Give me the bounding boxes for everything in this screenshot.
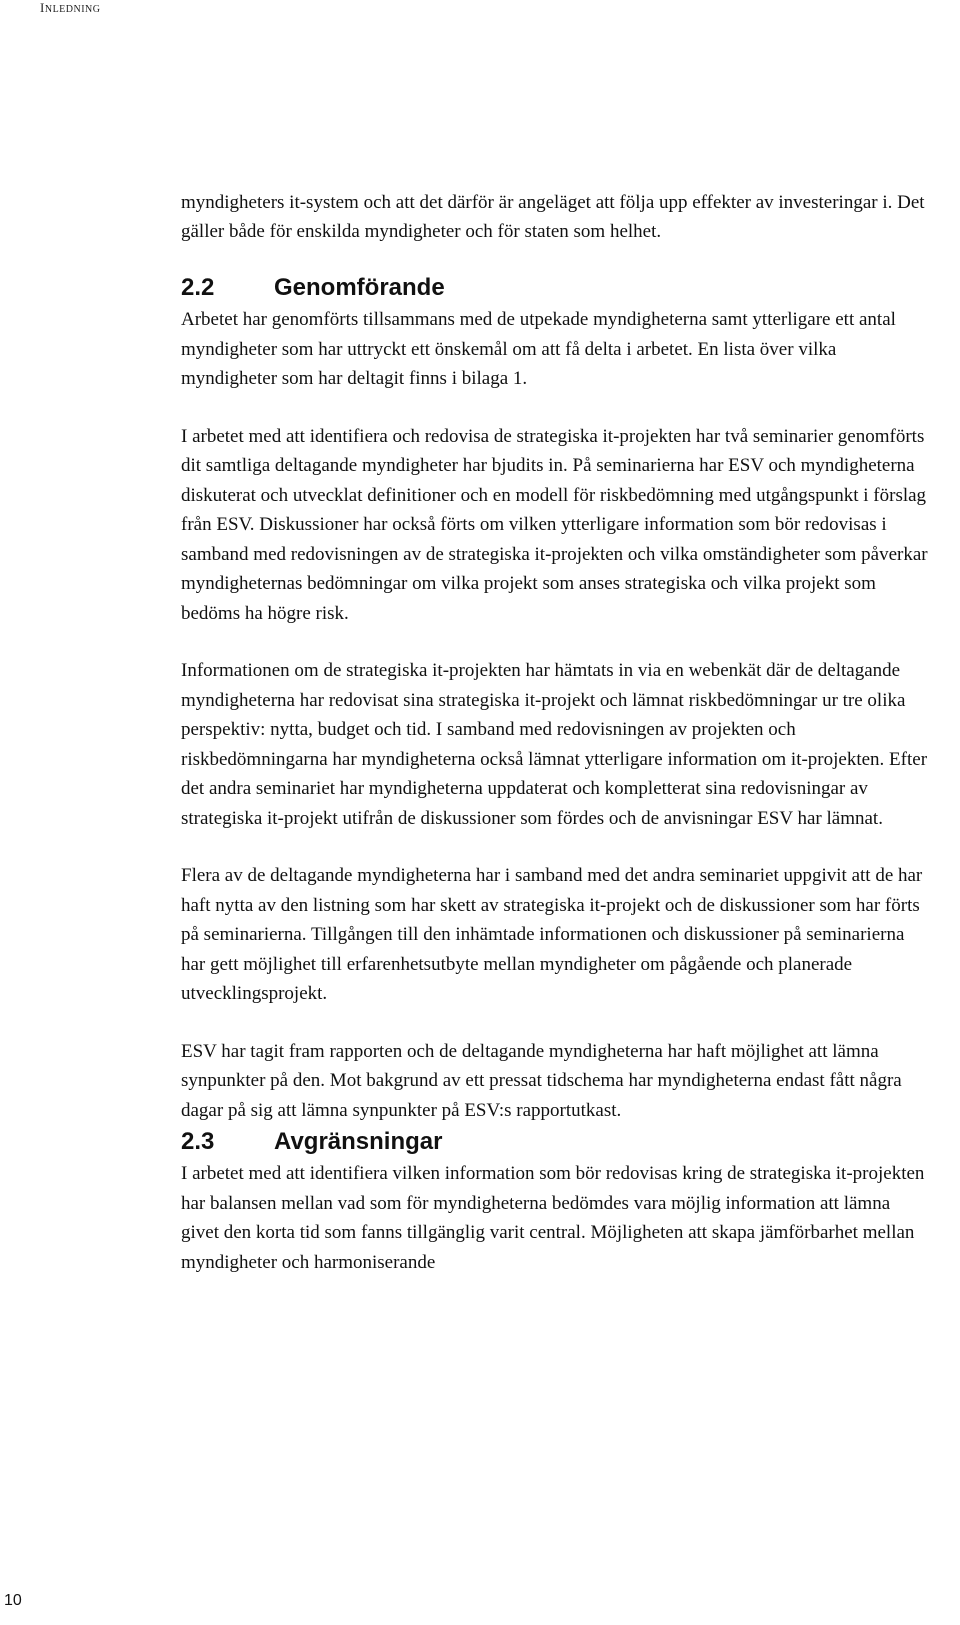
section-heading-2-3 (181, 1125, 931, 1159)
section-title: Genomförande (274, 274, 445, 301)
section-number: 2.2 (181, 274, 215, 301)
running-head (40, 0, 101, 16)
body-paragraph: I arbetet med att identifiera och redovisa de strategiska it-projekten har två seminarier genomförts dit samtliga deltagande myndigheter har bjudits in. På seminarierna har ESV och myndigheterna diskuterat och utvecklat definitioner och en modell för riskbedömning med utgångspunkt i förslag från ESV. Diskussioner har också förts om vilken ytterligare information som bör redovisas i samband med redovisningen av de strategiska it-projekten och vilka omständigheter som påverkar myndigheternas bedömningar om vilka projekt som anses strategiska och vilka projekt som bedöms ha högre risk. (181, 425, 928, 624)
body-paragraph: ESV har tagit fram rapporten och de deltagande myndigheterna har haft möjlighet att lämna synpunkter på den. Mot bakgrund av ett pressat tidschema har myndigheterna endast fått några dagar på sig att lämna synpunkter på ESV:s rapportutkast. (181, 1040, 902, 1121)
running-head-rest: NLEDNING (44, 4, 101, 15)
page-number: 10 (4, 1592, 22, 1609)
body-paragraph: Flera av de deltagande myndigheterna har i samband med det andra seminariet uppgivit att de har haft nytta av den listning som har skett av strategiska it-projekt och de diskussioner som har förts på seminarierna. Tillgången till den inhämtade informationen och diskussioner på seminarierna har gett möjlighet till erfarenhetsutbyte mellan myndigheter om pågående och planerade utvecklingsprojekt. (181, 865, 923, 1004)
body-paragraph: Informationen om de strategiska it-projekten har hämtats in via en webenkät där de deltagande myndigheterna har redovisat sina strategiska it-projekt och lämnat riskbedömningar ur tre olika perspektiv: nytta, budget och tid. I samband med redovisningen av projekten och riskbedömningarna har myndigheterna också lämnat ytterligare information om it-projekten. Efter det andra seminariet har myndigheterna uppdaterat och kompletterat sina redovisningar av strategiska it-projekt utifrån de diskussioner som fördes och de anvisningar ESV har lämnat. (181, 660, 928, 829)
section-title: Avgränsningar (274, 1128, 443, 1155)
section-number: 2.3 (181, 1128, 215, 1155)
body-paragraph: I arbetet med att identifiera vilken information som bör redovisas kring de strategiska it-projekten har balansen mellan vad som för myndigheterna bedömdes vara möjlig information att lämna givet den korta tid som fanns tillgänglig varit central. Möjligheten att skapa jämförbarhet mellan myndigheter och harmoniserande (181, 1163, 925, 1273)
body-paragraph: Arbetet har genomförts tillsammans med de utpekade myndigheterna samt ytterligare ett antal myndigheter som har uttryckt ett önskemål om att få delta i arbetet. En lista över vilka myndigheter som har deltagit finns i bilaga 1. (181, 309, 896, 389)
intro-paragraph: myndigheters it-system och att det därför är angeläget att följa upp effekter av investeringar i. Det gäller både för enskilda myndigheter och för staten som helhet. (181, 192, 925, 242)
running-head-initial: I (40, 0, 45, 15)
page-content (181, 188, 931, 1277)
section-heading-2-2 (181, 271, 931, 305)
